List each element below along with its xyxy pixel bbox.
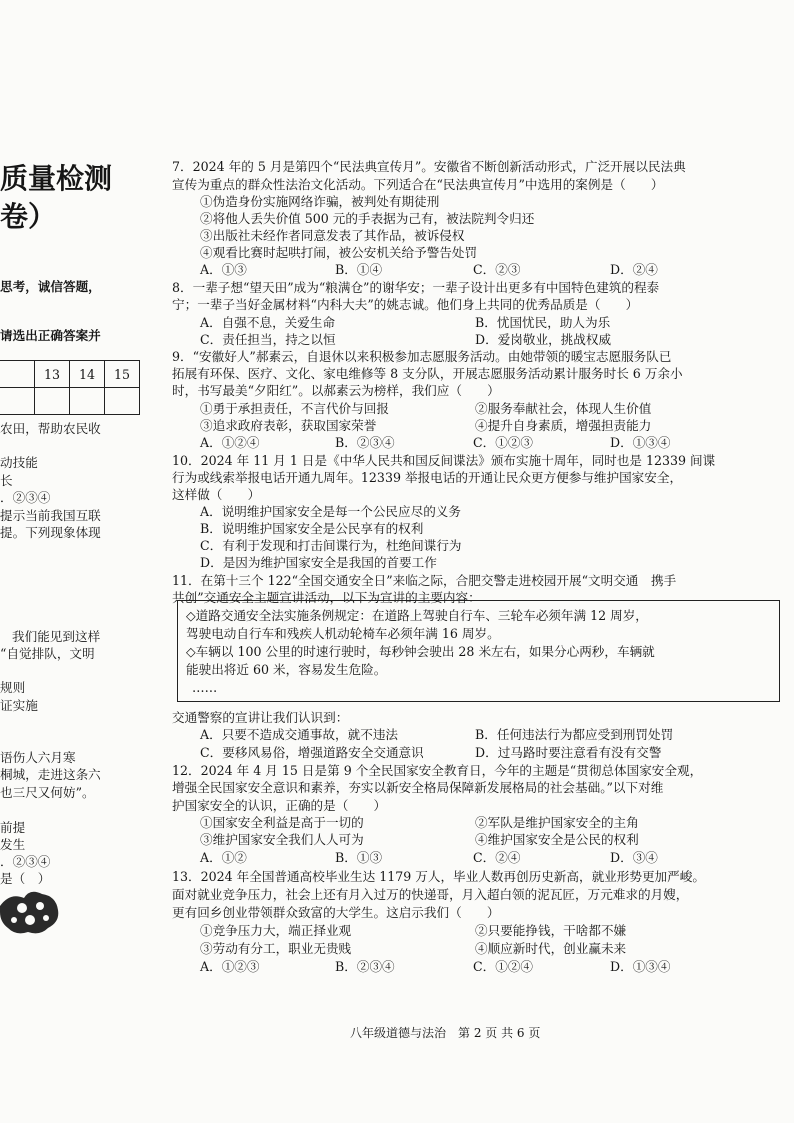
left-fragment: 请选出正确答案并 (0, 328, 101, 343)
page-footer: 八年级道德与法治 第 2 页 共 6 页 (350, 1026, 541, 1040)
q7-stem-line-2: 宣传为重点的群众性法治文化活动。下列适合在“民法典宣传月”中选用的案例是（ ） (172, 177, 664, 192)
q10-option-c: C．有利于发现和打击间谍行为，杜绝间谍行为 (200, 538, 462, 553)
q12-statement-3: ③维护国家安全我们人人可为 (200, 832, 364, 847)
q13-option-a: A．①②③ (200, 959, 260, 974)
q8-option-a: A．自强不息，关爱生命 (200, 315, 336, 330)
left-fragment: 长 (0, 473, 13, 488)
answer-grid-cell (105, 388, 140, 415)
q8-option-b: B．忧国忧民，助人为乐 (475, 315, 611, 330)
q10-stem-line-3: 这样做（ ） (172, 487, 261, 502)
left-fragment: ．②③④ (0, 490, 51, 505)
q7-option-b: B．①④ (335, 262, 383, 277)
q9-stem-line-1: 9．“安徽好人”郝素云，自退休以来积极参加志愿服务活动。由她带领的暖宝志愿服务队已 (172, 349, 672, 364)
q12-option-c: C．②④ (473, 850, 521, 865)
q12-option-d: D．③④ (610, 850, 658, 865)
left-fragment: 也三尺又何妨”。 (0, 785, 95, 800)
q11-stem-line-1: 11．在第十三个 122“全国交通安全日”来临之际，合肥交警走进校园开展“文明交通 携手 (172, 573, 677, 588)
q11-lead: 交通警察的宣讲让我们认识到： (172, 710, 349, 725)
q13-stem-line-1: 13．2024 年全国普通高校毕业生达 1179 万人，毕业人数再创历史新高，就业形势更加严峻。 (172, 869, 705, 884)
q9-option-d: D．①③④ (610, 435, 671, 450)
answer-grid-cell (70, 388, 105, 415)
q8-stem-line-2: 宁；一辈子当好金属材料“内科大夫”的姚志诚。他们身上共同的优秀品质是（ ） (172, 297, 639, 312)
q11-material-line-2: 驾驶电动自行车和残疾人机动轮椅车必须年满 16 周岁。 (186, 626, 500, 641)
q8-stem-line-1: 8．一辈子想“望天田”成为“粮满仓”的谢华安；一辈子设计出更多有中国特色建筑的程泰 (172, 280, 660, 295)
q9-statement-2: ②服务奉献社会，体现人生价值 (475, 401, 652, 416)
q10-stem-line-1: 10．2024 年 11 月 1 日是《中华人民共和国反间谍法》颁布实施十周年，同时也是 12339 间谍 (172, 453, 716, 468)
q7-statement-4: ④观看比赛时起哄打闹，被公安机关给予警告处罚 (200, 245, 478, 260)
q7-statement-1: ①伪造身份实施网络诈骗，被判处有期徒刑 (200, 194, 440, 209)
q12-statement-4: ④维护国家安全是公民的权利 (475, 832, 639, 847)
answer-grid-header: 14 (70, 361, 105, 388)
left-fragment: ．②③④ (0, 854, 51, 869)
answer-grid-cell (0, 388, 35, 415)
left-fragment: 我们能见到这样 (12, 629, 101, 644)
q7-stem-line-1: 7．2024 年的 5 月是第四个“民法典宣传月”。安徽省不断创新活动形式，广泛开展以民法典 (172, 159, 686, 174)
q11-stem-line-2: 共创”交通安全主题宣讲活动，以下为宣讲的主要内容： (172, 590, 481, 605)
left-fragment: 桐城，走进这条六 (0, 767, 101, 782)
q12-stem-line-2: 增强全民国家安全意识和素养，夯实以新安全格局保障新发展格局的社会基础。”以下对维 (172, 780, 664, 795)
q10-option-b: B．说明维护国家安全是公民享有的权利 (200, 521, 424, 536)
q9-stem-line-3: 时，书写最美“夕阳红”。以郝素云为榜样，我们应（ ） (172, 383, 500, 398)
q9-statement-4: ④提升自身素质，增强担责能力 (475, 418, 652, 433)
q9-option-b: B．②③④ (335, 435, 395, 450)
q11-material-line-3: ◇车辆以 100 公里的时速行驶时，每秒钟会驶出 28 米左右，如果分心两秒，车辆就 (186, 644, 655, 659)
q11-option-d: D．过马路时要注意看有没有交警 (475, 745, 662, 760)
answer-grid-cell (0, 361, 35, 388)
q11-material-line-1: ◇道路交通安全法实施条例规定：在道路上驾驶自行车、三轮车必须年满 12 周岁， (186, 608, 648, 623)
q9-statement-3: ③追求政府表彰，获取国家荣誉 (200, 418, 377, 433)
left-fragment: 农田，帮助农民收 (0, 421, 101, 436)
left-fragment: 语伤人六月寒 (0, 750, 76, 765)
left-fragment: 动技能 (0, 455, 38, 470)
answer-grid-header: 15 (105, 361, 140, 388)
q7-statement-2: ②将他人丢失价值 500 元的手表据为己有，被法院判令归还 (200, 211, 535, 226)
left-fragment: 提示当前我国互联 (0, 508, 101, 523)
q13-option-c: C．①②④ (473, 959, 534, 974)
left-fragment: 证实施 (0, 698, 38, 713)
q9-stem-line-2: 拓展有环保、医疗、文化、家电维修等 8 支分队，开展志愿服务活动累计服务时长 6 万余小 (172, 366, 683, 381)
q13-option-d: D．①③④ (610, 959, 671, 974)
q10-option-a: A．说明维护国家安全是每一个公民应尽的义务 (200, 504, 461, 519)
q12-option-a: A．①② (200, 850, 247, 865)
left-fragment: 前提 (0, 820, 26, 835)
answer-grid-header: 13 (35, 361, 70, 388)
q13-statement-3: ③劳动有分工，职业无贵贱 (200, 941, 352, 956)
q10-stem-line-2: 行为或线索举报电话开通九周年。12339 举报电话的开通让民众更方便参与维护国家安全， (172, 470, 683, 485)
q12-option-b: B．①③ (335, 850, 383, 865)
q9-option-a: A．①②④ (200, 435, 260, 450)
left-fragment: 是（ ） (0, 871, 51, 886)
q13-stem-line-2: 面对就业竞争压力，社会上还有月入过万的快递哥，月入超白领的泥瓦匠，万元难求的月嫂， (172, 887, 689, 902)
answer-grid (0, 360, 140, 415)
q7-option-d: D．②④ (610, 262, 658, 277)
q12-statement-2: ②军队是维护国家安全的主角 (475, 815, 639, 830)
q8-option-c: C．责任担当，持之以恒 (200, 332, 336, 347)
q11-option-b: B．任何违法行为都应受到刑罚处罚 (475, 727, 674, 742)
answer-grid-cell (35, 388, 70, 415)
left-fragment: “自觉排队，文明 (0, 646, 95, 661)
q7-option-c: C．②③ (473, 262, 521, 277)
left-title-fragment-2: 卷） (0, 200, 57, 233)
q9-statement-1: ①勇于承担责任，不言代价与回报 (200, 401, 389, 416)
q12-stem-line-3: 护国家安全的认识，正确的是（ ） (172, 798, 387, 813)
q11-option-c: C．要移风易俗，增强道路安全交通意识 (200, 745, 424, 760)
left-fragment: 提。下列现象体现 (0, 525, 101, 540)
q10-option-d: D．是因为维护国家安全是我国的首要工作 (200, 555, 437, 570)
q11-option-a: A．只要不造成交通事故，就不违法 (200, 727, 399, 742)
q13-statement-4: ④顺应新时代，创业赢未来 (475, 941, 627, 956)
q11-material-line-4: 能驶出将近 60 米，容易发生危险。 (186, 662, 387, 677)
q12-stem-line-1: 12．2024 年 4 月 15 日是第 9 个全民国家安全教育日，今年的主题是“贯彻总体国家安全观， (172, 763, 703, 778)
q7-option-a: A．①③ (200, 262, 247, 277)
q8-option-d: D．爱岗敬业，挑战权威 (475, 332, 612, 347)
q13-statement-1: ①竞争压力大，端正择业观 (200, 923, 352, 938)
illustration-fragment-icon (0, 886, 60, 938)
left-title-fragment-1: 质量检测 (0, 162, 113, 195)
q13-option-b: B．②③④ (335, 959, 395, 974)
q11-material-ellipsis: …… (192, 680, 218, 695)
q13-statement-2: ②只要能挣钱，干啥都不嫌 (475, 923, 627, 938)
q7-statement-3: ③出版社未经作者同意发表了其作品，被诉侵权 (200, 228, 465, 243)
q12-statement-1: ①国家安全利益是高于一切的 (200, 815, 364, 830)
left-fragment: 思考，诚信答题， (0, 279, 101, 294)
q9-option-c: C．①②③ (473, 435, 534, 450)
left-fragment: 发生 (0, 837, 26, 852)
left-fragment: 规则 (0, 680, 26, 695)
q13-stem-line-3: 更有回乡创业带领群众致富的大学生。这启示我们（ ） (172, 905, 500, 920)
